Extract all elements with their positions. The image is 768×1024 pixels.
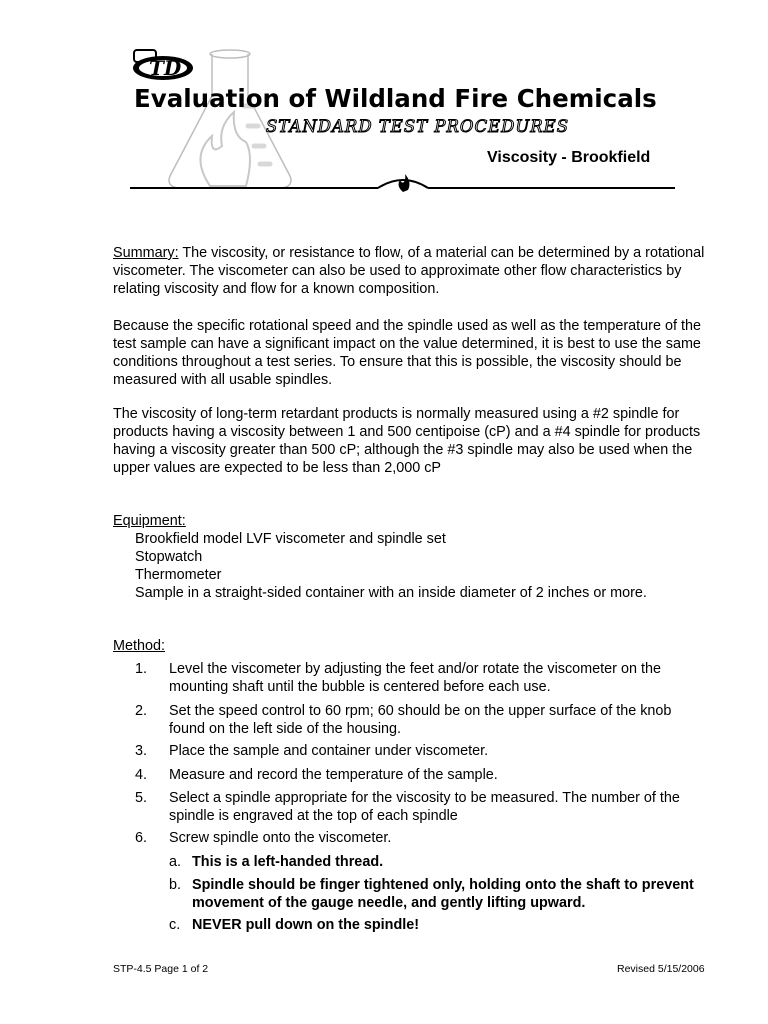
method-heading: Method:	[113, 638, 165, 654]
summary-paragraph	[113, 244, 713, 298]
equipment-heading: Equipment:	[113, 513, 186, 529]
equipment-item: Brookfield model LVF viscometer and spindle set	[135, 531, 446, 547]
step-number: 1.	[135, 661, 148, 677]
substep-text: Spindle should be finger tightened only, holding onto the shaft to prevent movement of the gauge needle, and gently lifting upward.	[192, 877, 694, 911]
footer-page-number: STP-4.5 Page 1 of 2	[113, 963, 209, 975]
document-subtitle: STANDARD TEST PROCEDURES	[266, 117, 570, 136]
logo-text: TD	[149, 56, 182, 80]
step-number: 4.	[135, 767, 148, 783]
step-text: Screw spindle onto the viscometer.	[169, 830, 392, 846]
step-text: Set the speed control to 60 rpm; 60 should be on the upper surface of the knob found on the left side of the housing.	[169, 703, 672, 737]
header	[130, 44, 675, 196]
paragraph-spindles-text: The viscosity of long-term retardant products is normally measured using a #2 spindle for products having a viscosity between 1 and 500 centipoise (cP) and a #4 spindle for products having a viscosity greater than 500 cP; although the #3 spindle may also be used when the upper values are expected to be less than 2,000 cP	[113, 406, 701, 476]
step-number: 6.	[135, 830, 148, 846]
substep-text: This is a left-handed thread.	[192, 854, 384, 870]
step-text: Measure and record the temperature of the sample.	[169, 767, 498, 783]
header-rule	[130, 174, 675, 198]
summary-text: The viscosity, or resistance to flow, of a material can be determined by a rotational viscometer. The viscometer can also be used to approximate other flow characteristics by relating viscosity and flow for a known composition.	[113, 245, 705, 297]
procedure-title: Viscosity - Brookfield	[487, 149, 651, 166]
paragraph-conditions-text: Because the specific rotational speed and the spindle used as well as the temperature of the test sample can have a significant impact on the value determined, it is best to use the same conditions throughout a test series. To ensure that this is possible, the viscosity should be measured with all usable spindles.	[113, 318, 701, 388]
equipment-item: Stopwatch	[135, 549, 203, 565]
step-text: Place the sample and container under viscometer.	[169, 743, 489, 759]
substep-letter: b.	[169, 877, 182, 893]
step-text: Level the viscometer by adjusting the feet and/or rotate the viscometer on the mounting shaft until the bubble is centered before each use.	[169, 661, 661, 695]
step-number: 2.	[135, 703, 148, 719]
footer-revision-date: Revised 5/15/2006	[617, 963, 705, 975]
equipment-item: Thermometer	[135, 567, 222, 583]
paragraph-conditions	[113, 317, 713, 389]
step-number: 5.	[135, 790, 148, 806]
summary-label: Summary:	[113, 245, 179, 261]
substep-text: NEVER pull down on the spindle!	[192, 917, 420, 933]
step-number: 3.	[135, 743, 148, 759]
substep-letter: a.	[169, 854, 182, 870]
equipment-item: Sample in a straight-sided container with an inside diameter of 2 inches or more.	[135, 585, 647, 601]
step-text: Select a spindle appropriate for the viscosity to be measured. The number of the spindle is engraved at the top of each spindle	[169, 790, 680, 824]
substep-letter: c.	[169, 917, 181, 933]
document-series-title: Evaluation of Wildland Fire Chemicals	[134, 84, 657, 113]
sdtdc-logo	[130, 44, 196, 86]
paragraph-spindles	[113, 405, 713, 477]
